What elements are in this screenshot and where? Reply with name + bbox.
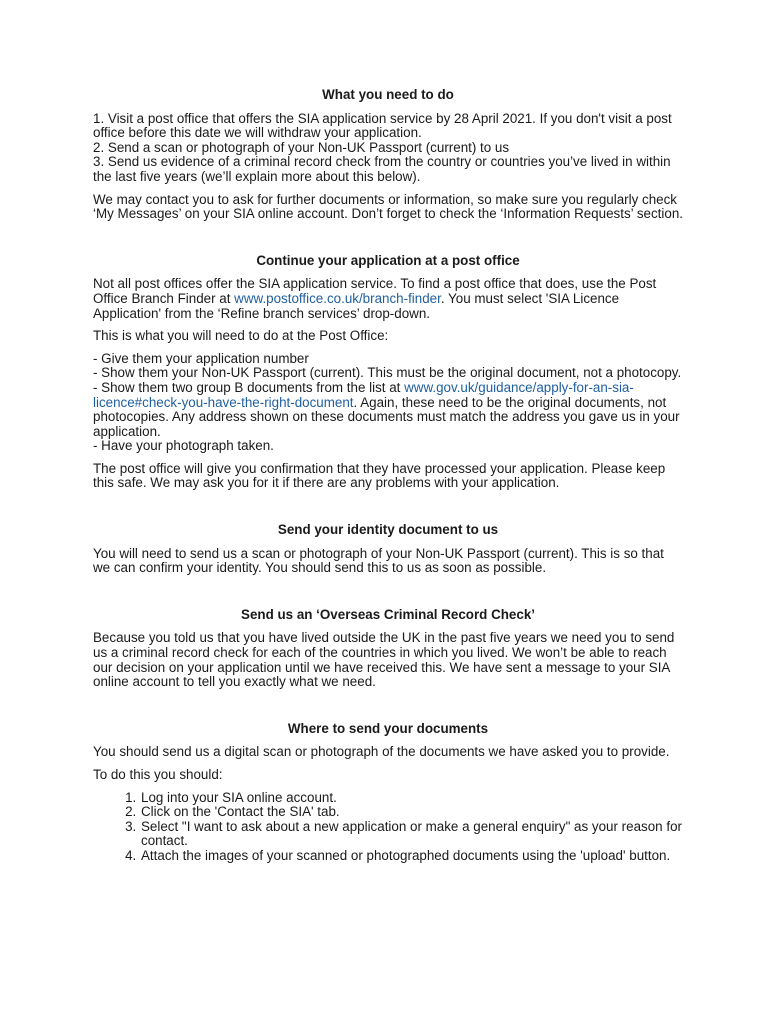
task-group-b-documents: - Show them two group B documents from the list at www.gov.uk/guidance/apply-for-an-sia-licence#check-you-have-the-right-document. Again, these need to be the original documents, not photocopies. Any address shown on these documents must match the address you gave us in your application.: [93, 379, 680, 439]
task-photograph: - Have your photograph taken.: [93, 438, 274, 454]
upload-step-attach: 4. Attach the images of your scanned or photographed documents using the 'upload' button.: [140, 849, 683, 864]
branch-finder-link[interactable]: www.postoffice.co.uk/branch-finder: [234, 290, 441, 306]
upload-steps-list: [93, 791, 683, 864]
branch-finder-paragraph: Not all post offices offer the SIA application service. To find a post office that does, use the Post Office Branch Finder at www.postoffice.co.uk/branch-finder. You must select 'SIA Licence Application' from the ‘Refine branch services’ drop-down.: [93, 276, 657, 321]
confirmation-paragraph: The post office will give you confirmation that they have processed your application. Please keep this safe. We may ask you for it if there are any problems with your application.: [93, 460, 666, 491]
upload-step-login: 1. Log into your SIA online account.: [140, 791, 683, 806]
heading-criminal-record-check: Send us an ‘Overseas Criminal Record Check’: [241, 606, 535, 622]
send-documents-paragraph: You should send us a digital scan or photograph of the documents we have asked you to provide.: [93, 744, 670, 760]
task-show-passport: - Show them your Non-UK Passport (current). This must be the original document, not a photocopy.: [93, 365, 682, 381]
document-content: [93, 88, 683, 864]
step-3: 3. Send us evidence of a criminal record check from the country or countries you’ve lived in within the last five years (we’ll explain more about this below).: [93, 154, 671, 184]
post-office-intro: This is what you will need to do at the Post Office:: [93, 328, 389, 344]
gov-guidance-link[interactable]: www.gov.uk/guidance/apply-for-an-sia-licence#check-you-have-the-right-document: [93, 379, 634, 410]
step-1: 1. Visit a post office that offers the SIA application service by 28 April 2021. If you don't visit a post office before this date we will withdraw your application.: [93, 110, 672, 141]
heading-what-you-need-to-do: What you need to do: [322, 87, 454, 102]
steps-list: [93, 112, 683, 185]
step-2: 2. Send a scan or photograph of your Non-UK Passport (current) to us: [93, 139, 510, 155]
criminal-record-paragraph: Because you told us that you have lived outside the UK in the past five years we need you to send us a criminal record check for each of the countries in which you lived. We won’t be able to reach our decision on your application until we have received this. We have sent a message to your SIA online account to tell you exactly what we need.: [93, 630, 675, 690]
post-office-tasks: [93, 352, 683, 454]
heading-post-office: Continue your application at a post office: [256, 252, 520, 268]
to-do-this-label: To do this you should:: [93, 767, 223, 782]
task-application-number: - Give them your application number: [93, 350, 309, 366]
heading-where-to-send: Where to send your documents: [287, 720, 489, 736]
identity-paragraph: You will need to send us a scan or photograph of your Non-UK Passport (current). This is so that we can confirm your identity. You should send this to us as soon as possible.: [93, 545, 664, 576]
upload-step-select-reason: 3. Select "I want to ask about a new application or make a general enquiry" as your reason for contact.: [140, 820, 683, 849]
heading-identity-document: Send your identity document to us: [277, 522, 499, 538]
upload-step-contact-tab: 2. Click on the 'Contact the SIA' tab.: [140, 805, 683, 820]
contact-paragraph: We may contact you to ask for further documents or information, so make sure you regularly check ‘My Messages’ on your SIA online account. Don’t forget to check the ‘Information Requests’ section.: [93, 191, 683, 222]
